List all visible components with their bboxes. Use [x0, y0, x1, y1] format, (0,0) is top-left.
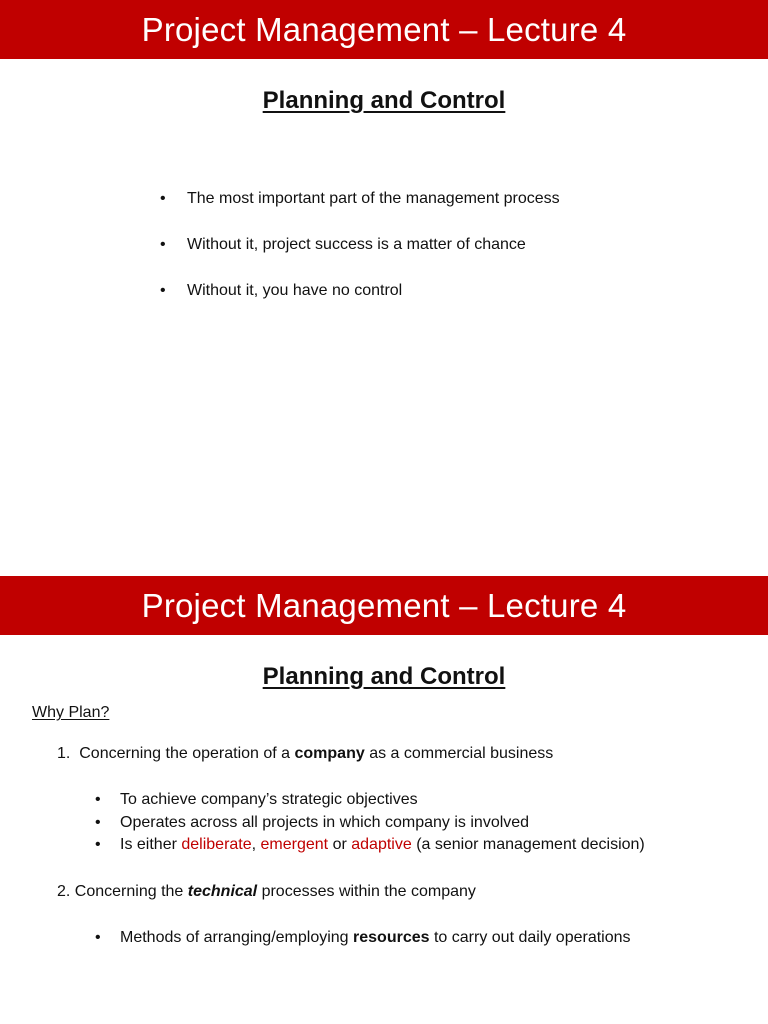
point-keyword: technical: [187, 883, 258, 900]
bullet-icon: •: [95, 813, 101, 831]
keyword-resources: resources: [353, 929, 430, 946]
point-number: 2.: [57, 883, 71, 900]
point-text: Concerning the: [74, 883, 188, 900]
list-item: [95, 789, 645, 812]
list-item: [95, 927, 631, 950]
slide-subtitle: [0, 665, 768, 689]
highlight-deliberate: deliberate: [181, 836, 252, 853]
bullet-icon: •: [160, 236, 166, 253]
list-item-text: The most important part of the management process: [187, 190, 560, 207]
numbered-point-2: [57, 881, 476, 903]
bullet-icon: •: [95, 836, 101, 853]
slide-subtitle: [0, 89, 768, 113]
list-item: [160, 234, 560, 280]
point-text: Concerning the operation of a: [79, 745, 295, 762]
subtitle-text: Planning and Control: [262, 87, 506, 114]
banner-title: Project Management – Lecture 4: [141, 587, 627, 624]
list-item-text: Operates across all projects in which company is involved: [120, 813, 530, 831]
list-item-text: Without it, you have no control: [187, 282, 403, 299]
bullet-icon: •: [95, 929, 101, 946]
point-text: as a commercial business: [364, 745, 554, 762]
list-item-text: Without it, project success is a matter of chance: [187, 236, 526, 253]
why-plan-heading: Why Plan?: [32, 704, 110, 721]
list-item: [95, 834, 645, 857]
numbered-point-1: [57, 743, 553, 765]
title-banner: [0, 576, 768, 635]
point-2-bullets: [95, 927, 631, 950]
list-item: [160, 188, 560, 234]
banner-title: Project Management – Lecture 4: [141, 11, 627, 48]
highlight-emergent: emergent: [260, 836, 329, 853]
point-number: 1.: [57, 745, 71, 762]
bullet-icon: •: [160, 282, 166, 299]
point-text: processes within the company: [257, 883, 476, 900]
text-segment: or: [328, 836, 352, 853]
slide-2: [0, 576, 768, 1024]
text-segment: Methods of arranging/employing: [120, 929, 354, 946]
point-keyword: company: [294, 745, 365, 762]
list-item-text: [120, 929, 631, 946]
list-item: [95, 812, 645, 835]
text-segment: to carry out daily operations: [429, 929, 631, 946]
title-banner: [0, 0, 768, 59]
highlight-adaptive: adaptive: [351, 836, 412, 853]
text-segment: (a senior management decision): [411, 836, 645, 853]
text-segment: ,: [251, 836, 261, 853]
point-1-bullets: [95, 789, 645, 857]
bullet-icon: •: [95, 791, 101, 808]
list-item-text: To achieve company’s strategic objectives: [120, 791, 418, 808]
list-item: [160, 280, 560, 326]
bullet-list: [160, 188, 560, 326]
list-item-text: [120, 836, 645, 853]
subtitle-text: Planning and Control: [262, 663, 506, 690]
text-segment: Is either: [120, 836, 182, 853]
bullet-icon: •: [160, 190, 166, 207]
